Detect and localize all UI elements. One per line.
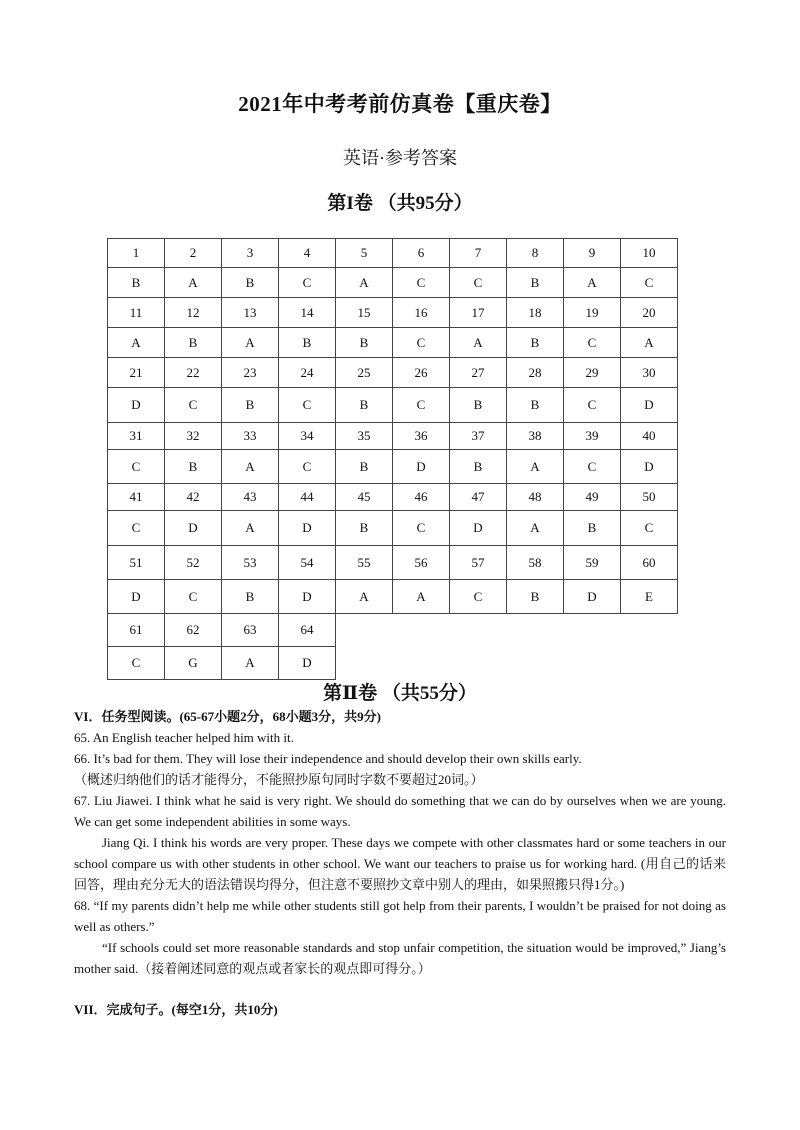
question-number-cell: 12 <box>165 298 222 328</box>
question-number-cell: 10 <box>621 239 678 268</box>
question-number-row <box>108 546 678 580</box>
answer-cell: B <box>279 328 336 358</box>
answer-cell: C <box>279 450 336 484</box>
section7-heading: VII．完成句子。(每空1分，共10分) <box>74 1002 278 1017</box>
question-number-cell: 30 <box>621 358 678 388</box>
answer-cell: C <box>108 450 165 484</box>
question-number-cell: 14 <box>279 298 336 328</box>
question-number-cell: 2 <box>165 239 222 268</box>
question-number-cell: 40 <box>621 423 678 450</box>
answer-cell: A <box>222 328 279 358</box>
question-number-cell: 19 <box>564 298 621 328</box>
question-number-cell: 9 <box>564 239 621 268</box>
part1-heading: 第I卷 （共95分） <box>327 193 473 214</box>
answer-cell: A <box>222 511 279 546</box>
question-number-row <box>108 484 678 511</box>
answer-66-note: （概述归纳他们的话才能得分，不能照抄原句同时字数不要超过20词。） <box>74 772 484 787</box>
question-number-cell: 15 <box>336 298 393 328</box>
question-number-row <box>108 614 678 647</box>
empty-cell <box>564 614 621 647</box>
answer-cell: A <box>450 328 507 358</box>
answer-cell: B <box>165 328 222 358</box>
empty-cell <box>393 647 450 680</box>
answer-cell: D <box>621 388 678 423</box>
question-number-cell: 31 <box>108 423 165 450</box>
answer-cell: A <box>222 647 279 680</box>
question-number-cell: 18 <box>507 298 564 328</box>
question-number-cell: 56 <box>393 546 450 580</box>
answer-cell: D <box>279 647 336 680</box>
answer-cell: C <box>108 511 165 546</box>
question-number-cell: 54 <box>279 546 336 580</box>
question-number-cell: 17 <box>450 298 507 328</box>
answer-cell: B <box>336 328 393 358</box>
answer-67-part1: 67. Liu Jiawei. I think what he said is very right. We should do something that we can do by ourselves when we are young. We can get some independent abilities in some ways. <box>74 793 726 829</box>
answer-cell: A <box>507 450 564 484</box>
question-number-cell: 45 <box>336 484 393 511</box>
section6-heading: VI．任务型阅读。(65-67小题2分，68小题3分，共9分) <box>74 709 381 724</box>
empty-cell <box>621 647 678 680</box>
answer-cell: D <box>165 511 222 546</box>
answer-cell: C <box>393 388 450 423</box>
answer-cell: B <box>222 388 279 423</box>
question-number-cell: 53 <box>222 546 279 580</box>
question-number-cell: 47 <box>450 484 507 511</box>
answer-cell: D <box>564 580 621 614</box>
empty-cell <box>564 647 621 680</box>
question-number-cell: 32 <box>165 423 222 450</box>
empty-cell <box>450 647 507 680</box>
question-number-cell: 63 <box>222 614 279 647</box>
answer-cell: B <box>336 450 393 484</box>
answer-cell: C <box>393 328 450 358</box>
question-number-cell: 48 <box>507 484 564 511</box>
answer-cell: D <box>621 450 678 484</box>
empty-cell <box>336 614 393 647</box>
question-number-cell: 50 <box>621 484 678 511</box>
answer-cell: D <box>450 511 507 546</box>
question-number-cell: 43 <box>222 484 279 511</box>
answer-cell: B <box>564 511 621 546</box>
question-number-cell: 6 <box>393 239 450 268</box>
answer-text-block <box>74 706 726 1020</box>
question-number-cell: 25 <box>336 358 393 388</box>
answer-cell: C <box>621 268 678 298</box>
answer-cell: D <box>279 580 336 614</box>
answer-cell: G <box>165 647 222 680</box>
question-number-cell: 20 <box>621 298 678 328</box>
answer-cell: C <box>564 388 621 423</box>
paper-subtitle: 英语·参考答案 <box>343 148 457 168</box>
empty-cell <box>450 614 507 647</box>
answer-row <box>108 450 678 484</box>
question-number-cell: 13 <box>222 298 279 328</box>
question-number-cell: 35 <box>336 423 393 450</box>
question-number-cell: 60 <box>621 546 678 580</box>
answer-cell: A <box>393 580 450 614</box>
question-number-cell: 64 <box>279 614 336 647</box>
answer-cell: C <box>279 268 336 298</box>
answer-row <box>108 647 678 680</box>
answer-66: 66. It’s bad for them. They will lose their independence and should develop their own skills early. <box>74 751 582 766</box>
answer-cell: A <box>336 268 393 298</box>
question-number-cell: 23 <box>222 358 279 388</box>
answer-cell: D <box>108 580 165 614</box>
answer-cell: A <box>336 580 393 614</box>
question-number-row <box>108 239 678 268</box>
answer-cell: C <box>621 511 678 546</box>
question-number-cell: 29 <box>564 358 621 388</box>
part2-heading: 第Ⅱ卷 （共55分） <box>323 683 477 704</box>
answer-cell: B <box>507 268 564 298</box>
question-number-cell: 37 <box>450 423 507 450</box>
question-number-row <box>108 423 678 450</box>
answer-cell: A <box>564 268 621 298</box>
answer-65: 65. An English teacher helped him with it. <box>74 730 294 745</box>
question-number-cell: 8 <box>507 239 564 268</box>
answer-68-part2: “If schools could set more reasonable standards and stop unfair competition, the situation would be improved,” Jiang’s mother said.（接着阐述同意的观点或者家长的观点即可得分。） <box>74 940 726 976</box>
question-number-cell: 36 <box>393 423 450 450</box>
question-number-cell: 3 <box>222 239 279 268</box>
paper-title: 2021年中考考前仿真卷【重庆卷】 <box>238 92 562 116</box>
question-number-cell: 46 <box>393 484 450 511</box>
question-number-cell: 61 <box>108 614 165 647</box>
question-number-row <box>108 298 678 328</box>
question-number-cell: 4 <box>279 239 336 268</box>
answer-cell: D <box>393 450 450 484</box>
answer-cell: C <box>564 328 621 358</box>
answer-row <box>108 388 678 423</box>
answer-cell: C <box>108 647 165 680</box>
question-number-cell: 26 <box>393 358 450 388</box>
answer-cell: B <box>165 450 222 484</box>
answer-cell: A <box>108 328 165 358</box>
answer-cell: C <box>450 580 507 614</box>
question-number-cell: 1 <box>108 239 165 268</box>
answer-68-part1: 68. “If my parents didn’t help me while other students still got help from their parents, I wouldn’t be praised for not doing as well as others.” <box>74 898 726 934</box>
question-number-cell: 22 <box>165 358 222 388</box>
empty-cell <box>507 614 564 647</box>
question-number-row <box>108 358 678 388</box>
answer-cell: C <box>564 450 621 484</box>
question-number-cell: 41 <box>108 484 165 511</box>
question-number-cell: 11 <box>108 298 165 328</box>
answer-row <box>108 328 678 358</box>
question-number-cell: 49 <box>564 484 621 511</box>
question-number-cell: 59 <box>564 546 621 580</box>
question-number-cell: 51 <box>108 546 165 580</box>
answer-cell: D <box>108 388 165 423</box>
answer-row <box>108 511 678 546</box>
question-number-cell: 44 <box>279 484 336 511</box>
answer-cell: B <box>336 388 393 423</box>
answer-cell: A <box>222 450 279 484</box>
question-number-cell: 58 <box>507 546 564 580</box>
question-number-cell: 21 <box>108 358 165 388</box>
question-number-cell: 24 <box>279 358 336 388</box>
answer-cell: B <box>507 388 564 423</box>
question-number-cell: 57 <box>450 546 507 580</box>
empty-cell <box>621 614 678 647</box>
answer-cell: C <box>165 580 222 614</box>
answer-cell: B <box>450 450 507 484</box>
answer-cell: C <box>165 388 222 423</box>
answer-cell: B <box>108 268 165 298</box>
answer-row <box>108 268 678 298</box>
answer-cell: B <box>450 388 507 423</box>
answer-cell: A <box>507 511 564 546</box>
question-number-cell: 42 <box>165 484 222 511</box>
answer-cell: B <box>507 580 564 614</box>
answer-cell: B <box>222 268 279 298</box>
answer-key-table <box>107 238 678 680</box>
answer-cell: A <box>165 268 222 298</box>
answer-cell: B <box>222 580 279 614</box>
answer-cell: B <box>507 328 564 358</box>
question-number-cell: 62 <box>165 614 222 647</box>
question-number-cell: 33 <box>222 423 279 450</box>
question-number-cell: 55 <box>336 546 393 580</box>
empty-cell <box>336 647 393 680</box>
question-number-cell: 7 <box>450 239 507 268</box>
empty-cell <box>507 647 564 680</box>
question-number-cell: 5 <box>336 239 393 268</box>
answer-cell: C <box>393 511 450 546</box>
answer-cell: A <box>621 328 678 358</box>
question-number-cell: 16 <box>393 298 450 328</box>
empty-cell <box>393 614 450 647</box>
question-number-cell: 52 <box>165 546 222 580</box>
answer-cell: C <box>393 268 450 298</box>
answer-cell: E <box>621 580 678 614</box>
answer-cell: C <box>279 388 336 423</box>
answer-cell: B <box>336 511 393 546</box>
question-number-cell: 27 <box>450 358 507 388</box>
answer-row <box>108 580 678 614</box>
answer-67-part2: Jiang Qi. I think his words are very proper. These days we compete with other classmates hard or some teachers in our school compare us with other students in other school. We want our teachers to praise us for working hard. (用自己的话来回答，理由充分无大的语法错误均得分，但注意不要照抄文章中别人的理由，如果照搬只得1分。) <box>74 835 726 892</box>
answer-cell: C <box>450 268 507 298</box>
answer-cell: D <box>279 511 336 546</box>
question-number-cell: 34 <box>279 423 336 450</box>
question-number-cell: 39 <box>564 423 621 450</box>
question-number-cell: 28 <box>507 358 564 388</box>
question-number-cell: 38 <box>507 423 564 450</box>
